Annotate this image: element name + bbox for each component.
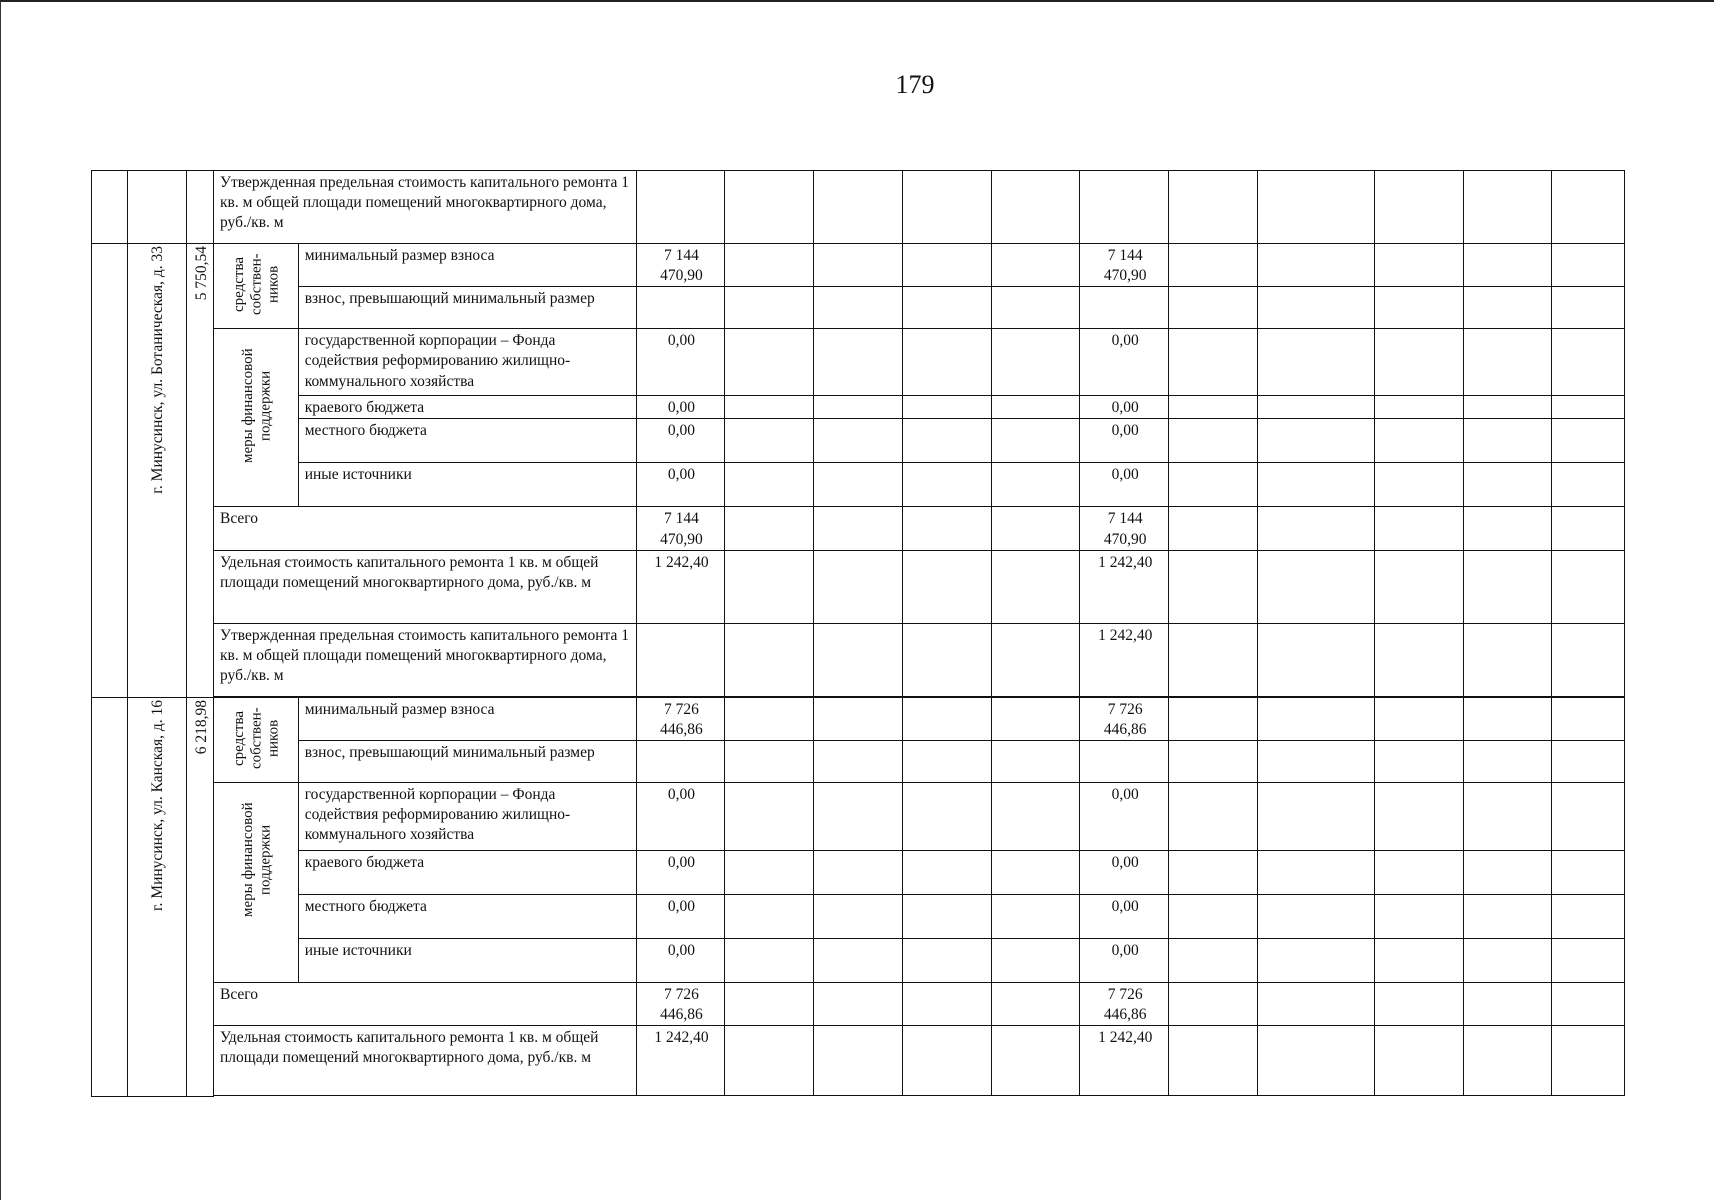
value-cell: 0,00: [1080, 938, 1169, 982]
table-row-fund: [92, 329, 1625, 396]
value-cell: 1 242,40: [636, 550, 725, 623]
value-cell: 0,00: [1080, 850, 1169, 894]
table-row-regional: [92, 396, 1625, 419]
table-row-fund: [92, 782, 1625, 850]
table-row-other: [92, 463, 1625, 507]
value-cell: 7 144 470,90: [1080, 507, 1169, 550]
value-cell: 7 144 470,90: [636, 244, 725, 287]
value-cell: 1 242,40: [1080, 623, 1169, 696]
regional-label: краевого бюджета: [298, 396, 636, 419]
value-cell: 0,00: [636, 419, 725, 463]
value-cell: 7 144 470,90: [1080, 244, 1169, 287]
value-cell: 0,00: [636, 850, 725, 894]
excess-contribution-label: взнос, превышающий минимальный размер: [298, 740, 636, 782]
local-label: местного бюджета: [298, 894, 636, 938]
house-address: г. Минусинск, ул. Канская, д. 16: [149, 699, 167, 911]
fund-label: государственной корпорации – Фонда содействия реформированию жилищно-коммунального хозяйства: [298, 329, 636, 396]
value-cell: 7 726 446,86: [636, 982, 725, 1025]
value-cell: 0,00: [636, 329, 725, 396]
table-row-local: [92, 419, 1625, 463]
owners-group-label: средства собствен-ников: [230, 706, 282, 769]
max-cost-label: Утвержденная предельная стоимость капитального ремонта 1 кв. м общей площади помещений многоквартирного дома, руб./кв. м: [214, 171, 637, 244]
other-label: иные источники: [298, 463, 636, 507]
owners-group-label: средства собствен-ников: [230, 253, 282, 315]
table-row-regional: [92, 850, 1625, 894]
table-row-local: [92, 894, 1625, 938]
table-row-total: [92, 982, 1625, 1025]
total-label: Всего: [214, 507, 637, 550]
fund-label: государственной корпорации – Фонда содействия реформированию жилищно-коммунального хозяйства: [298, 782, 636, 850]
value-cell: [1080, 171, 1169, 244]
local-label: местного бюджета: [298, 419, 636, 463]
value-cell: 0,00: [636, 396, 725, 419]
value-cell: 0,00: [636, 463, 725, 507]
value-cell: 0,00: [1080, 329, 1169, 396]
value-cell: [636, 623, 725, 696]
min-contribution-label: минимальный размер взноса: [298, 244, 636, 287]
value-cell: 0,00: [1080, 894, 1169, 938]
total-label: Всего: [214, 982, 637, 1025]
table-row-excess-contribution: [92, 287, 1625, 329]
table-row-other: [92, 938, 1625, 982]
regional-label: краевого бюджета: [298, 850, 636, 894]
house-address: г. Минусинск, ул. Ботаническая, д. 33: [149, 246, 167, 494]
capital-repair-table: [91, 170, 1625, 1097]
table-row-min-contribution: [92, 697, 1625, 740]
min-contribution-label: минимальный размер взноса: [298, 697, 636, 740]
value-cell: 7 726 446,86: [636, 697, 725, 740]
value-cell: 0,00: [1080, 463, 1169, 507]
value-cell: 7 144 470,90: [636, 507, 725, 550]
table-row-min-contribution: [92, 244, 1625, 287]
value-cell: [636, 171, 725, 244]
page-number: 179: [895, 70, 935, 99]
value-cell: 7 726 446,86: [1080, 982, 1169, 1025]
table-row-excess-contribution: [92, 740, 1625, 782]
table-row-unit-cost: [92, 1026, 1625, 1096]
value-cell: 1 242,40: [636, 1026, 725, 1096]
value-cell: 1 242,40: [1080, 1026, 1169, 1096]
support-group-label: меры финансовой поддержки: [239, 348, 273, 464]
value-cell: 7 726 446,86: [1080, 697, 1169, 740]
excess-contribution-label: взнос, превышающий минимальный размер: [298, 287, 636, 329]
value-cell: 0,00: [1080, 782, 1169, 850]
house-area: 5 750,54: [192, 246, 210, 301]
value-cell: 0,00: [1080, 419, 1169, 463]
unit-cost-label: Удельная стоимость капитального ремонта 1 кв. м общей площади помещений многоквартирного дома, руб./кв. м: [214, 550, 637, 623]
table-row-unit-cost: [92, 550, 1625, 623]
value-cell: 0,00: [636, 894, 725, 938]
table-row-max-cost: [92, 623, 1625, 696]
max-cost-label: Утвержденная предельная стоимость капитального ремонта 1 кв. м общей площади помещений многоквартирного дома, руб./кв. м: [214, 623, 637, 696]
table-row-top-max-cost: [92, 171, 1625, 244]
value-cell: 0,00: [636, 782, 725, 850]
value-cell: 1 242,40: [1080, 550, 1169, 623]
other-label: иные источники: [298, 938, 636, 982]
support-group-label: меры финансовой поддержки: [239, 802, 273, 918]
unit-cost-label: Удельная стоимость капитального ремонта 1 кв. м общей площади помещений многоквартирного дома, руб./кв. м: [214, 1026, 637, 1096]
house-area: 6 218,98: [192, 699, 210, 754]
value-cell: 0,00: [1080, 396, 1169, 419]
table-row-total: [92, 507, 1625, 550]
value-cell: 0,00: [636, 938, 725, 982]
